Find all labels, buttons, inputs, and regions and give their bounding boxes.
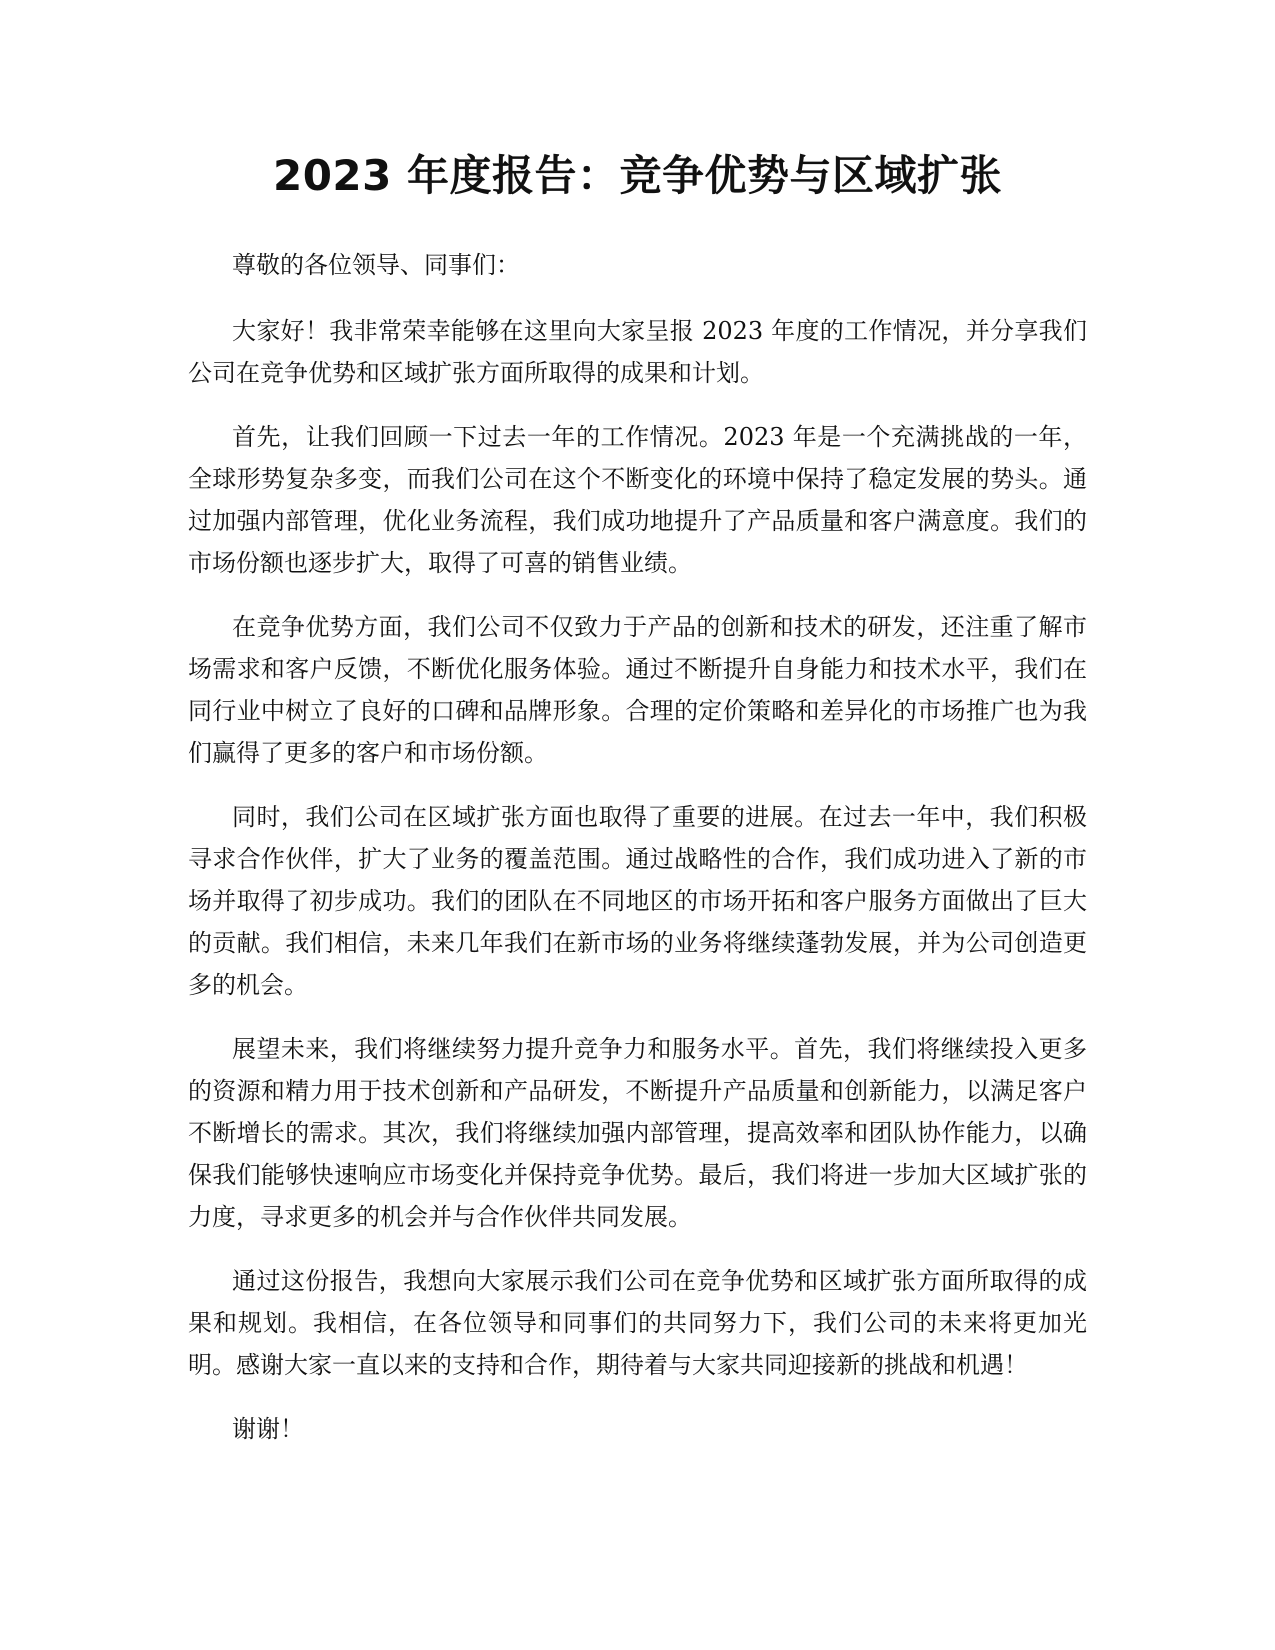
closing-thanks: 谢谢！ — [232, 1415, 304, 1443]
paragraph-regional-expansion: 同时，我们公司在区域扩张方面也取得了重要的进展。在过去一年中，我们积极寻求合作伙伴，扩大了业务的覆盖范围。通过战略性的合作，我们成功进入了新的市场并取得了初步成功。我们的团队在不同地区的市场开拓和客户服务方面做出了巨大的贡献。我们相信，未来几年我们在新市场的业务将继续蓬勃发展，并为公司创造更多的机会。 — [188, 803, 1087, 999]
paragraph-summary: 通过这份报告，我想向大家展示我们公司在竞争优势和区域扩张方面所取得的成果和规划。我相信，在各位领导和同事们的共同努力下，我们公司的未来将更加光明。感谢大家一直以来的支持和合作，期待着与大家共同迎接新的挑战和机遇！ — [188, 1267, 1087, 1379]
document-body — [188, 244, 1087, 1474]
document-title: 2023 年度报告：竞争优势与区域扩张 — [272, 151, 1003, 200]
paragraph-outlook: 展望未来，我们将继续努力提升竞争力和服务水平。首先，我们将继续投入更多的资源和精力用于技术创新和产品研发，不断提升产品质量和创新能力，以满足客户不断增长的需求。其次，我们将继续加强内部管理，提高效率和团队协作能力，以确保我们能够快速响应市场变化并保持竞争优势。最后，我们将进一步加大区域扩张的力度，寻求更多的机会并与合作伙伴共同发展。 — [188, 1035, 1087, 1231]
salutation: 尊敬的各位领导、同事们： — [232, 251, 520, 279]
paragraph-competitive-advantage: 在竞争优势方面，我们公司不仅致力于产品的创新和技术的研发，还注重了解市场需求和客户反馈，不断优化服务体验。通过不断提升自身能力和技术水平，我们在同行业中树立了良好的口碑和品牌形象。合理的定价策略和差异化的市场推广也为我们赢得了更多的客户和市场份额。 — [188, 613, 1087, 767]
paragraph-year-review: 首先，让我们回顾一下过去一年的工作情况。2023 年是一个充满挑战的一年，全球形势复杂多变，而我们公司在这个不断变化的环境中保持了稳定发展的势头。通过加强内部管理，优化业务流程，我们成功地提升了产品质量和客户满意度。我们的市场份额也逐步扩大，取得了可喜的销售业绩。 — [188, 423, 1087, 577]
paragraph-introduction: 大家好！我非常荣幸能够在这里向大家呈报 2023 年度的工作情况，并分享我们公司在竞争优势和区域扩张方面所取得的成果和计划。 — [188, 317, 1087, 387]
